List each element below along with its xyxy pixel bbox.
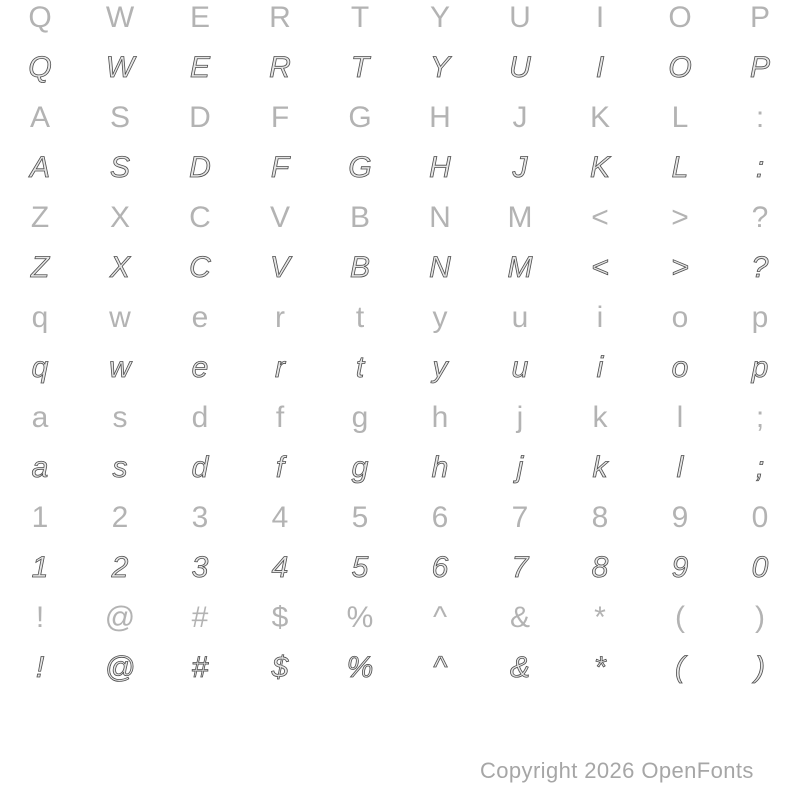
glyph-thin-italic: Y xyxy=(429,51,450,84)
glyph-thin-italic: G xyxy=(348,151,372,184)
glyph-upright: X xyxy=(109,201,130,234)
glyph-upright: i xyxy=(596,301,604,334)
glyph-upright: s xyxy=(112,401,128,434)
glyph-upright: C xyxy=(189,201,211,234)
glyph-thin-italic: $ xyxy=(271,651,289,684)
glyph-thin-italic: r xyxy=(275,351,285,384)
glyph-thin-italic: 8 xyxy=(591,551,609,584)
glyph-upright: S xyxy=(109,101,130,134)
glyph-thin-italic: W xyxy=(105,51,135,84)
glyph-thin-italic: s xyxy=(112,451,128,484)
glyph-upright: < xyxy=(591,201,609,234)
glyph-upright: L xyxy=(671,101,689,134)
glyph-upright: 0 xyxy=(751,501,769,534)
glyph-thin-italic: V xyxy=(269,251,290,284)
glyph-upright: 5 xyxy=(351,501,369,534)
glyph-upright: > xyxy=(671,201,689,234)
glyph-thin-italic: # xyxy=(191,651,209,684)
glyph-upright: $ xyxy=(271,601,289,634)
glyph-thin-italic: 1 xyxy=(31,551,49,584)
glyph-upright: ! xyxy=(35,601,45,634)
glyph-thin-italic: @ xyxy=(104,651,136,684)
glyph-thin-italic: F xyxy=(270,151,290,184)
glyph-thin-italic: h xyxy=(431,451,449,484)
glyph-thin-italic: j xyxy=(516,451,524,484)
glyph-upright: B xyxy=(349,201,370,234)
glyph-thin-italic: ) xyxy=(755,651,765,684)
glyph-upright: W xyxy=(105,1,135,34)
glyph-upright: ( xyxy=(675,601,685,634)
glyph-thin-italic: 2 xyxy=(111,551,129,584)
glyph-thin-italic: u xyxy=(511,351,529,384)
glyph-upright: I xyxy=(595,1,605,34)
glyph-thin-italic: 0 xyxy=(751,551,769,584)
glyph-thin-italic: w xyxy=(109,351,131,384)
glyph-upright: ) xyxy=(755,601,765,634)
glyph-thin-italic: N xyxy=(429,251,451,284)
glyph-thin-italic: t xyxy=(355,351,365,384)
glyph-upright: r xyxy=(275,301,285,334)
glyph-upright: o xyxy=(671,301,689,334)
glyph-upright: 6 xyxy=(431,501,449,534)
glyph-upright: e xyxy=(191,301,209,334)
glyph-thin-italic: : xyxy=(755,151,765,184)
glyph-upright: G xyxy=(348,101,372,134)
glyph-upright: ? xyxy=(751,201,769,234)
glyph-thin-italic: 7 xyxy=(511,551,529,584)
glyph-upright: k xyxy=(592,401,608,434)
glyph-upright: U xyxy=(509,1,531,34)
glyph-thin-italic: L xyxy=(671,151,689,184)
glyph-upright: N xyxy=(429,201,451,234)
glyph-upright: H xyxy=(429,101,451,134)
glyph-thin-italic: R xyxy=(269,51,291,84)
glyph-thin-italic: f xyxy=(275,451,285,484)
glyph-thin-italic: e xyxy=(191,351,209,384)
glyph-upright: & xyxy=(509,601,530,634)
glyph-upright: M xyxy=(507,201,533,234)
glyph-upright: u xyxy=(511,301,529,334)
glyph-upright: ; xyxy=(755,401,765,434)
glyph-thin-italic: ? xyxy=(751,251,769,284)
glyph-thin-italic: Z xyxy=(30,251,50,284)
glyph-thin-italic: H xyxy=(429,151,451,184)
glyph-upright: 8 xyxy=(591,501,609,534)
glyph-thin-italic: I xyxy=(595,51,605,84)
glyph-upright: q xyxy=(31,301,49,334)
glyph-upright: A xyxy=(29,101,50,134)
glyph-upright: : xyxy=(755,101,765,134)
glyph-upright: V xyxy=(269,201,290,234)
copyright-text: Copyright 2026 OpenFonts xyxy=(480,758,754,783)
glyph-thin-italic: Q xyxy=(28,51,52,84)
glyph-thin-italic: U xyxy=(509,51,531,84)
glyph-upright: ^ xyxy=(432,601,448,634)
glyph-upright: 3 xyxy=(191,501,209,534)
glyph-upright: f xyxy=(275,401,285,434)
glyph-thin-italic: O xyxy=(668,51,692,84)
glyph-thin-italic: g xyxy=(351,451,369,484)
glyph-upright: E xyxy=(189,1,210,34)
glyph-thin-italic: * xyxy=(594,651,606,684)
glyph-upright: 1 xyxy=(31,501,49,534)
glyph-thin-italic: 4 xyxy=(271,551,289,584)
glyph-upright: J xyxy=(512,101,528,134)
glyph-thin-italic: 5 xyxy=(351,551,369,584)
glyph-upright: g xyxy=(351,401,369,434)
glyph-thin-italic: y xyxy=(432,351,448,384)
glyph-thin-italic: X xyxy=(109,251,130,284)
glyph-thin-italic: < xyxy=(591,251,609,284)
glyph-thin-italic: E xyxy=(189,51,210,84)
glyph-upright: T xyxy=(350,1,370,34)
glyph-thin-italic: ; xyxy=(755,451,765,484)
glyph-thin-italic: d xyxy=(191,451,209,484)
glyph-upright: % xyxy=(346,601,374,634)
glyph-upright: j xyxy=(516,401,524,434)
glyph-upright: R xyxy=(269,1,291,34)
glyph-upright: D xyxy=(189,101,211,134)
glyph-upright: w xyxy=(109,301,131,334)
glyph-thin-italic: a xyxy=(31,451,49,484)
glyph-thin-italic: C xyxy=(189,251,211,284)
glyph-thin-italic: ( xyxy=(675,651,685,684)
glyph-thin-italic: > xyxy=(671,251,689,284)
glyph-upright: Q xyxy=(28,1,52,34)
glyph-thin-italic: 9 xyxy=(671,551,689,584)
glyph-thin-italic: & xyxy=(509,651,530,684)
glyph-thin-italic: 3 xyxy=(191,551,209,584)
glyph-thin-italic: T xyxy=(350,51,370,84)
glyph-thin-italic: p xyxy=(751,351,769,384)
glyph-thin-italic: A xyxy=(29,151,50,184)
glyph-upright: Y xyxy=(429,1,450,34)
glyph-thin-italic: l xyxy=(676,451,684,484)
glyph-thin-italic: P xyxy=(749,51,770,84)
glyph-upright: y xyxy=(432,301,448,334)
glyph-upright: d xyxy=(191,401,209,434)
glyph-upright: K xyxy=(589,101,610,134)
glyph-thin-italic: ^ xyxy=(432,651,448,684)
glyph-upright: p xyxy=(751,301,769,334)
glyph-thin-italic: B xyxy=(349,251,370,284)
glyph-upright: t xyxy=(355,301,365,334)
glyph-upright: * xyxy=(594,601,606,634)
glyph-upright: P xyxy=(749,1,770,34)
glyph-upright: O xyxy=(668,1,692,34)
glyph-upright: l xyxy=(676,401,684,434)
glyph-upright: F xyxy=(270,101,290,134)
glyph-upright: 4 xyxy=(271,501,289,534)
glyph-thin-italic: D xyxy=(189,151,211,184)
glyph-thin-italic: i xyxy=(596,351,604,384)
glyph-upright: 7 xyxy=(511,501,529,534)
glyph-upright: 2 xyxy=(111,501,129,534)
glyph-upright: @ xyxy=(104,601,136,634)
glyph-upright: 9 xyxy=(671,501,689,534)
glyph-upright: a xyxy=(31,401,49,434)
glyph-thin-italic: S xyxy=(109,151,130,184)
glyph-thin-italic: k xyxy=(592,451,608,484)
glyph-upright: # xyxy=(191,601,209,634)
glyph-upright: Z xyxy=(30,201,50,234)
glyph-thin-italic: K xyxy=(589,151,610,184)
glyph-thin-italic: M xyxy=(507,251,533,284)
glyph-thin-italic: J xyxy=(512,151,528,184)
glyph-thin-italic: ! xyxy=(35,651,45,684)
glyph-thin-italic: o xyxy=(671,351,689,384)
glyph-upright: h xyxy=(431,401,449,434)
glyph-thin-italic: % xyxy=(346,651,374,684)
glyph-thin-italic: 6 xyxy=(431,551,449,584)
glyph-thin-italic: q xyxy=(31,351,49,384)
